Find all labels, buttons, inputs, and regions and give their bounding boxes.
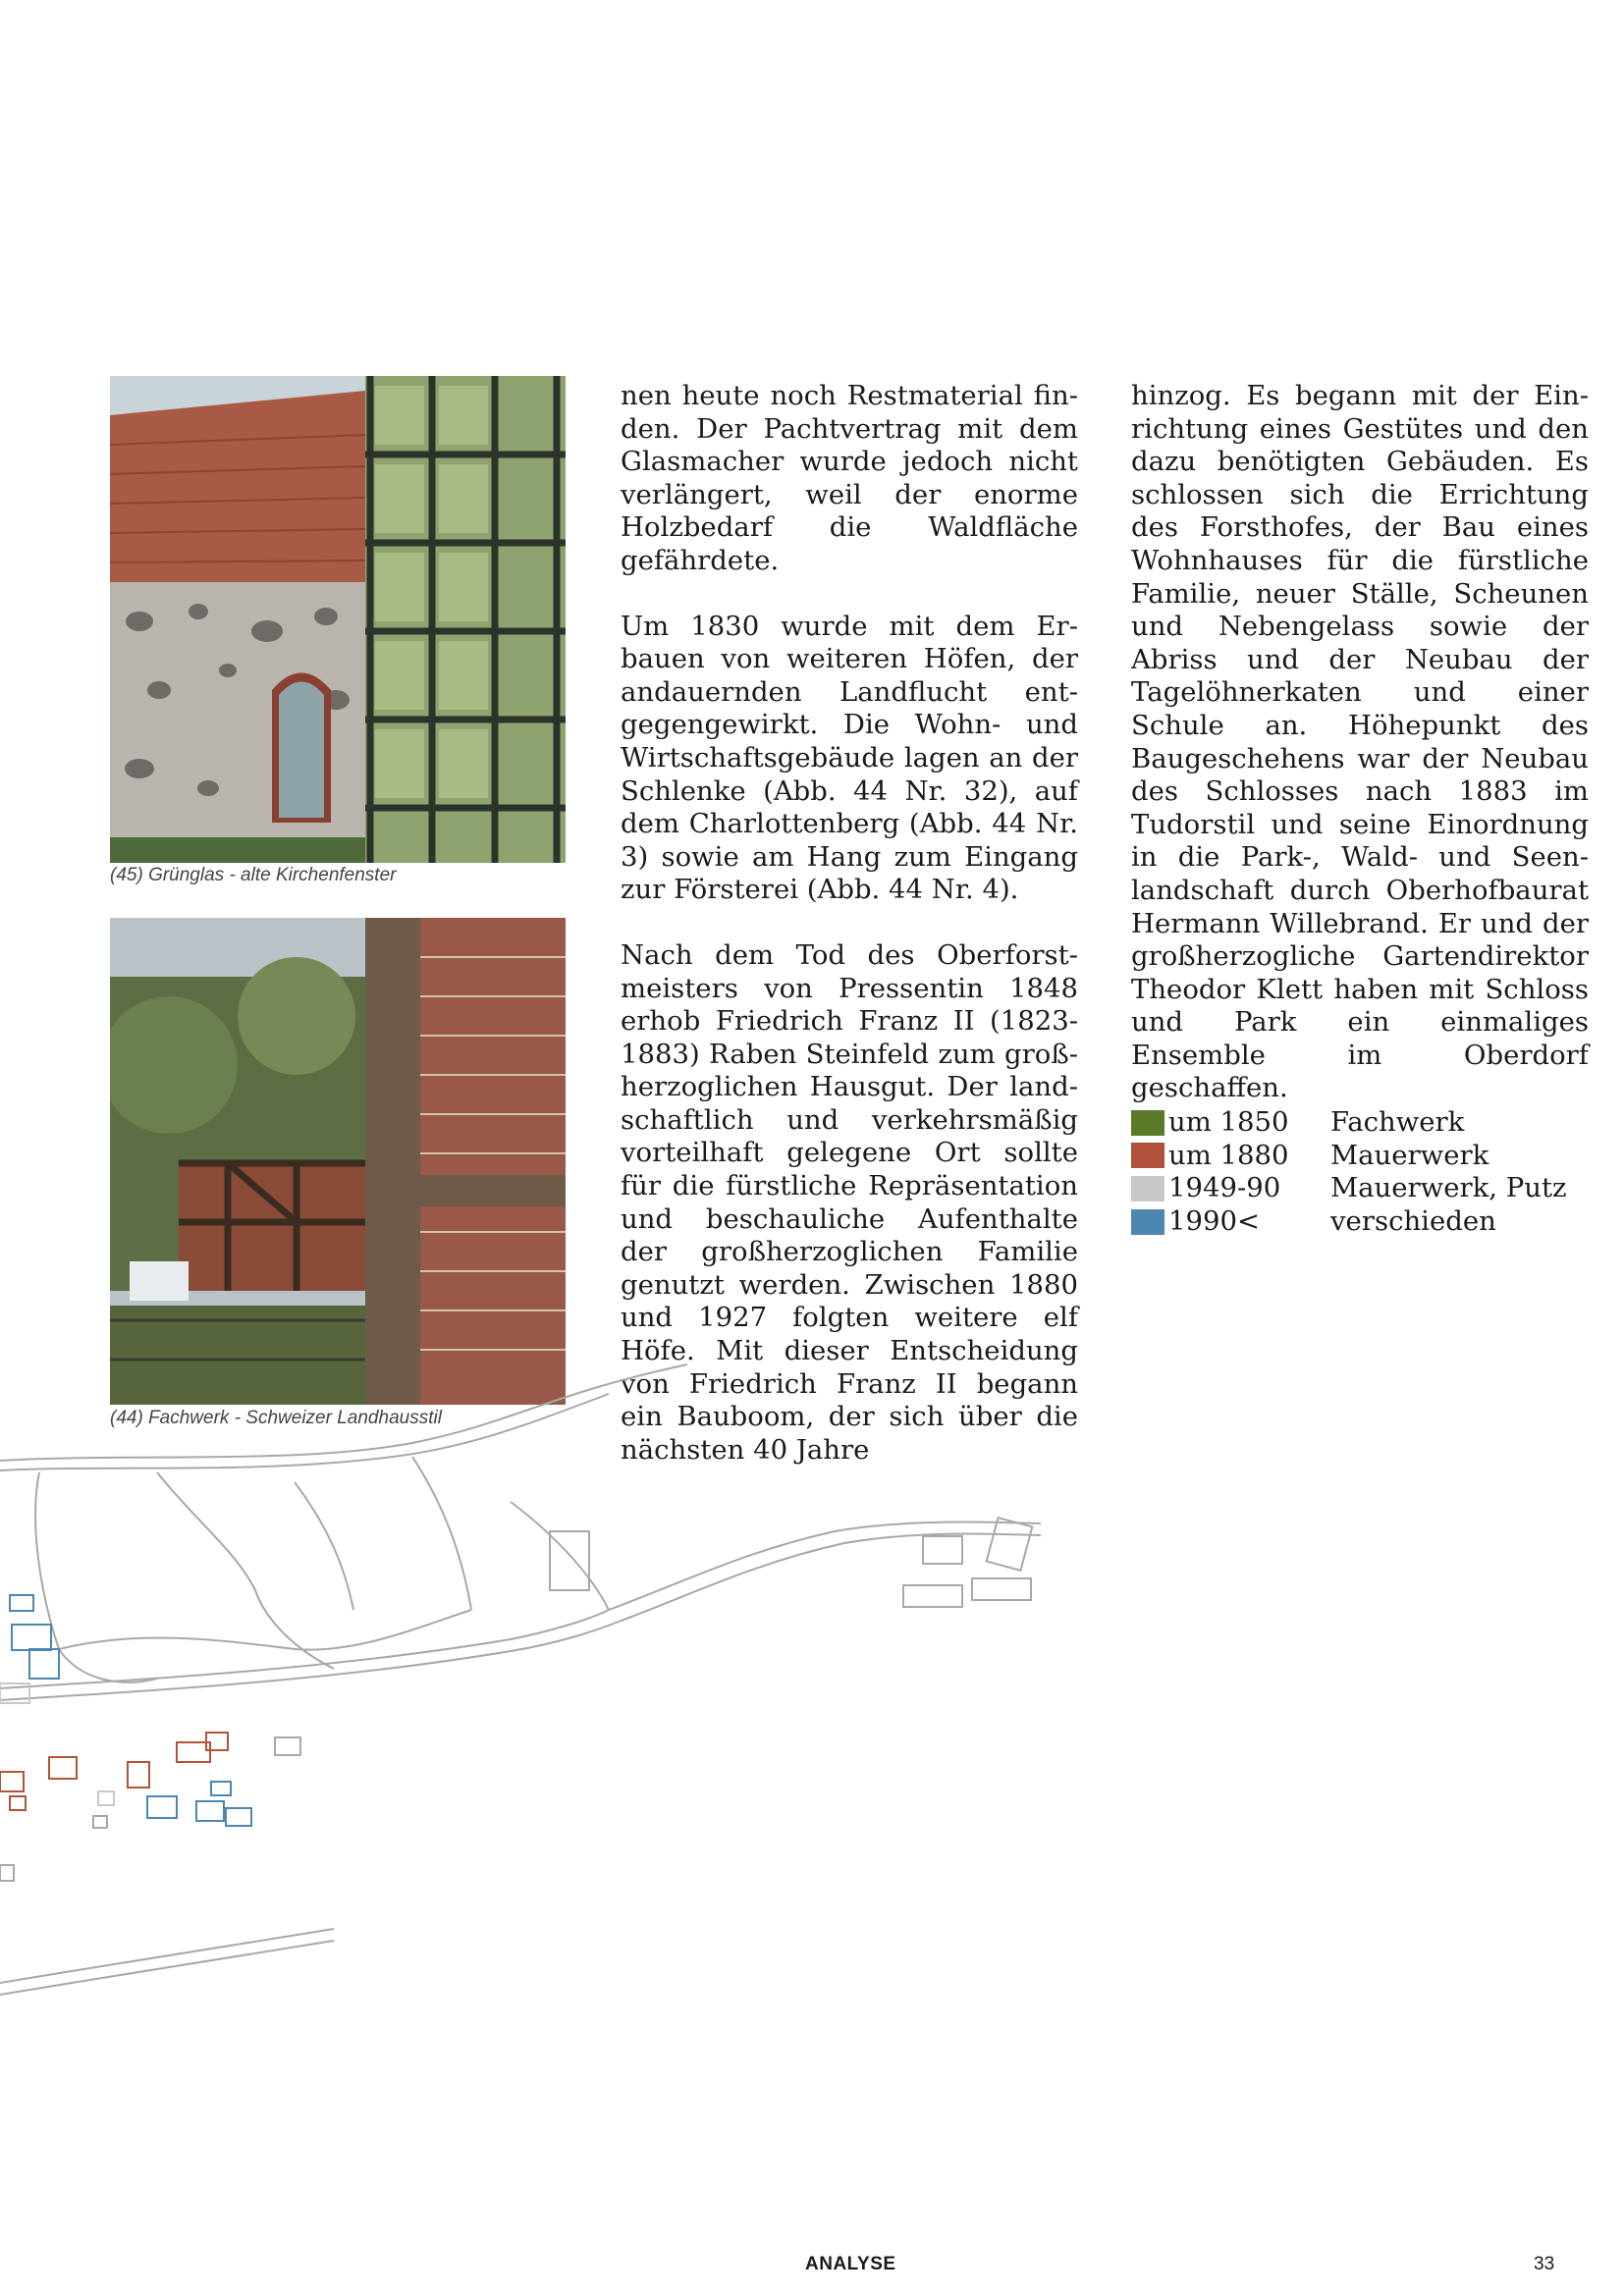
legend-row (1131, 1205, 1567, 1239)
paragraph: nen heute noch Restmaterial finden. Der Pachtvertrag mit dem Glasmacher wurde jedoch nicht verlängert, weil der enorme Holzbedarf die Waldfläche gefährdete. (621, 380, 1078, 576)
legend-material: Mauerwerk, Putz (1330, 1172, 1567, 1204)
legend-material: Mauerwerk (1330, 1139, 1489, 1171)
text-column-right (1131, 380, 1589, 1138)
map-legend (1131, 1106, 1567, 1238)
legend-swatch (1131, 1176, 1164, 1201)
legend-material: verschieden (1330, 1204, 1496, 1237)
section-label: ANALYSE (805, 2254, 896, 2274)
figure-caption-44: (44) Fachwerk - Schweizer Landhausstil (110, 1408, 442, 1428)
legend-row (1131, 1172, 1567, 1205)
page-number: 33 (1534, 2254, 1555, 2274)
site-plan-map (0, 1355, 1080, 2061)
legend-row (1131, 1106, 1567, 1140)
legend-row (1131, 1140, 1567, 1173)
figure-caption-45: (45) Grünglas - alte Kirchenfenster (110, 865, 397, 885)
photo-church-window (110, 376, 566, 863)
legend-period: um 1880 (1168, 1139, 1289, 1171)
text-column-middle (621, 380, 1078, 1467)
fachwerk-image (110, 918, 566, 1405)
legend-swatch (1131, 1110, 1164, 1136)
legend-swatch (1131, 1209, 1164, 1235)
paragraph: Nach dem Tod des Oberforstmeisters von Pressentin 1848 erhob Friedrich Franz II (1823-1883) Raben Steinfeld zum großherzoglichen Hausgut. Der landschaftlich und verkehrsmäßig vorteilhaft gelegene Ort sollte für die fürstliche Repräsentation und beschauliche Aufenthalte der großherzoglichen Familie genutzt werden. Zwischen 1880 und 1927 folgten weitere elf Höfe. Mit dieser Entscheidung von Friedrich Franz II begann ein Bauboom, der sich über die nächsten 40 Jahre (621, 938, 1078, 1466)
legend-swatch (1131, 1143, 1164, 1168)
legend-period: um 1850 (1168, 1106, 1289, 1138)
legend-period: 1990< (1168, 1204, 1261, 1237)
photo-fachwerk (110, 918, 566, 1405)
legend-material: Fachwerk (1330, 1106, 1465, 1138)
paragraph: hinzog. Es begann mit der Einrichtung eines Gestütes und den dazu benötigten Gebäuden. Es schlossen sich die Errichtung des Forsthofes, der Bau eines Wohnhauses für die fürstliche Familie, neuer Ställe, Scheunen und Nebengelass sowie der Abriss und der Neubau der Tagelöhnerkaten und einer Schule an. Höhepunkt des Baugeschehens war der Neubau des Schlosses nach 1883 im Tudorstil und seine Einordnung in die Park-, Wald- und Seenlandschaft durch Oberhofbaurat Hermann Willebrand. Er und der großherzogliche Gartendirektor Theodor Klett haben mit Schloss und Park ein einmaliges Ensemble im Oberdorf geschaffen. (1131, 380, 1589, 1104)
church-window-image (110, 376, 566, 863)
paragraph: Um 1830 wurde mit dem Erbauen von weiteren Höfen, der andauernden Landflucht entgegengewirkt. Die Wohn- und Wirtschaftsgebäude lagen an der Schlenke (Abb. 44 Nr. 32), auf dem Charlottenberg (Abb. 44 Nr. 3) sowie am Hang zum Eingang zur Försterei (Abb. 44 Nr. 4). (621, 610, 1078, 906)
legend-period: 1949-90 (1168, 1172, 1281, 1204)
